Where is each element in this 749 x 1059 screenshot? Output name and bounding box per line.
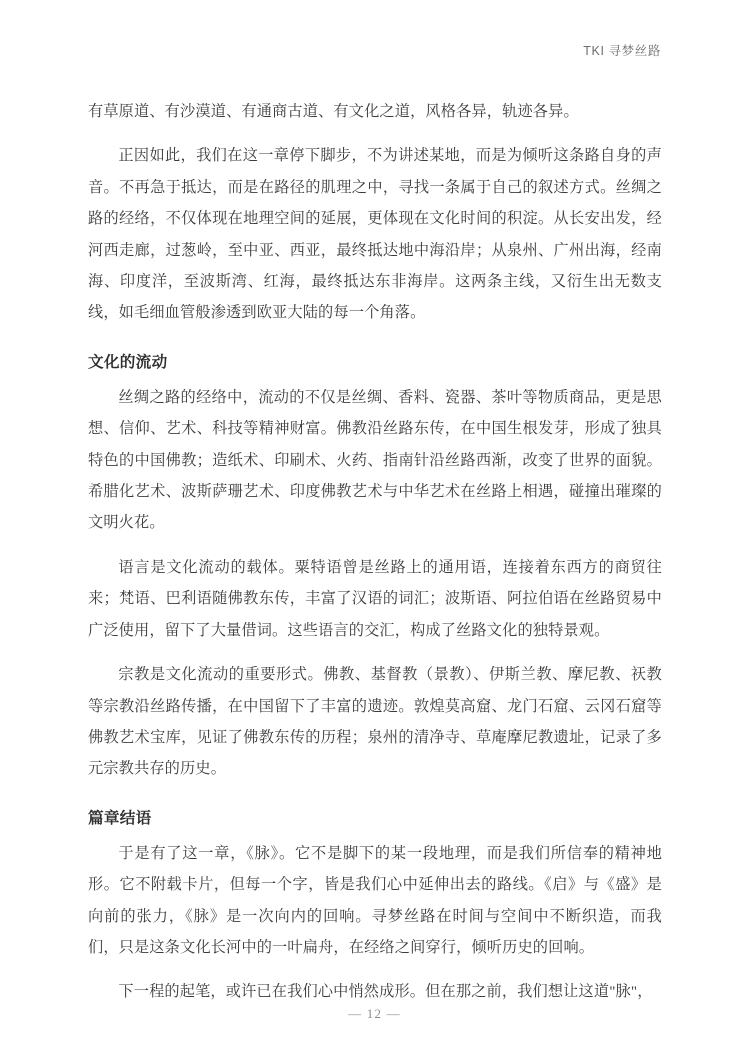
section-heading-chapter-epilogue: 篇章结语	[88, 809, 152, 827]
section1-paragraph-2: 语言是文化流动的载体。粟特语曾是丝路上的通用语，连接着东西方的商贸往来；梵语、巴利语随佛教东传，丰富了汉语的词汇；波斯语、阿拉伯语在丝路贸易中广泛使用，留下了大量借词。这些语言的交汇，构成了丝路文化的独特景观。	[88, 558, 662, 639]
page-footer	[0, 1005, 749, 1023]
section-heading-cultural-flow: 文化的流动	[88, 353, 168, 371]
running-header	[88, 40, 661, 60]
page-number: — 12 —	[348, 1006, 401, 1021]
section1-paragraph-1: 丝绸之路的经络中，流动的不仅是丝绸、香料、瓷器、茶叶等物质商品，更是思想、信仰、艺术、科技等精神财富。佛教沿丝路东传，在中国生根发芽，形成了独具特色的中国佛教；造纸术、印刷术、火药、指南针沿丝路西渐，改变了世界的面貌。希腊化艺术、波斯萨珊艺术、印度佛教艺术与中华艺术在丝路上相遇，碰撞出璀璨的文明火花。	[88, 388, 662, 532]
paragraph-intro: 正因如此，我们在这一章停下脚步，不为讲述某地，而是为倾听这条路自身的声音。不再急于抵达，而是在路径的肌理之中，寻找一条属于自己的叙述方式。丝绸之路的经络，不仅体现在地理空间的延展，更体现在文化时间的积淀。从长安出发，经河西走廊，过葱岭，至中亚、西亚，最终抵达地中海沿岸；从泉州、广州出海，经南海、印度洋，至波斯湾、红海，最终抵达东非海岸。这两条主线，又衍生出无数支线，如毛细血管般渗透到欧亚大陆的每一个角落。	[88, 147, 662, 322]
section2-paragraph-2: 下一程的起笔，或许已在我们心中悄然成形。但在那之前，我们想让这道"脉"，	[118, 983, 653, 1001]
paragraph-continuation: 有草原道、有沙漠道、有通商古道、有文化之道，风格各异，轨迹各异。	[88, 103, 579, 120]
running-header-title: TKI 寻梦丝路	[583, 44, 661, 58]
page-content	[88, 96, 662, 1008]
section1-paragraph-3: 宗教是文化流动的重要形式。佛教、基督教（景教）、伊斯兰教、摩尼教、祆教等宗教沿丝路传播，在中国留下了丰富的遗迹。敦煌莫高窟、龙门石窟、云冈石窟等佛教艺术宝库，见证了佛教东传的历程；泉州的清净寺、草庵摩尼教遗址，记录了多元宗教共存的历史。	[88, 666, 662, 778]
section2-paragraph-1: 于是有了这一章，《脉》。它不是脚下的某一段地理，而是我们所信奉的精神地形。它不附载卡片，但每一个字，皆是我们心中延伸出去的路线。《启》与《盛》是向前的张力，《脉》是一次向内的回响。寻梦丝路在时间与空间中不断织造，而我们，只是这条文化长河中的一叶扁舟，在经络之间穿行，倾听历史的回响。	[88, 844, 662, 956]
